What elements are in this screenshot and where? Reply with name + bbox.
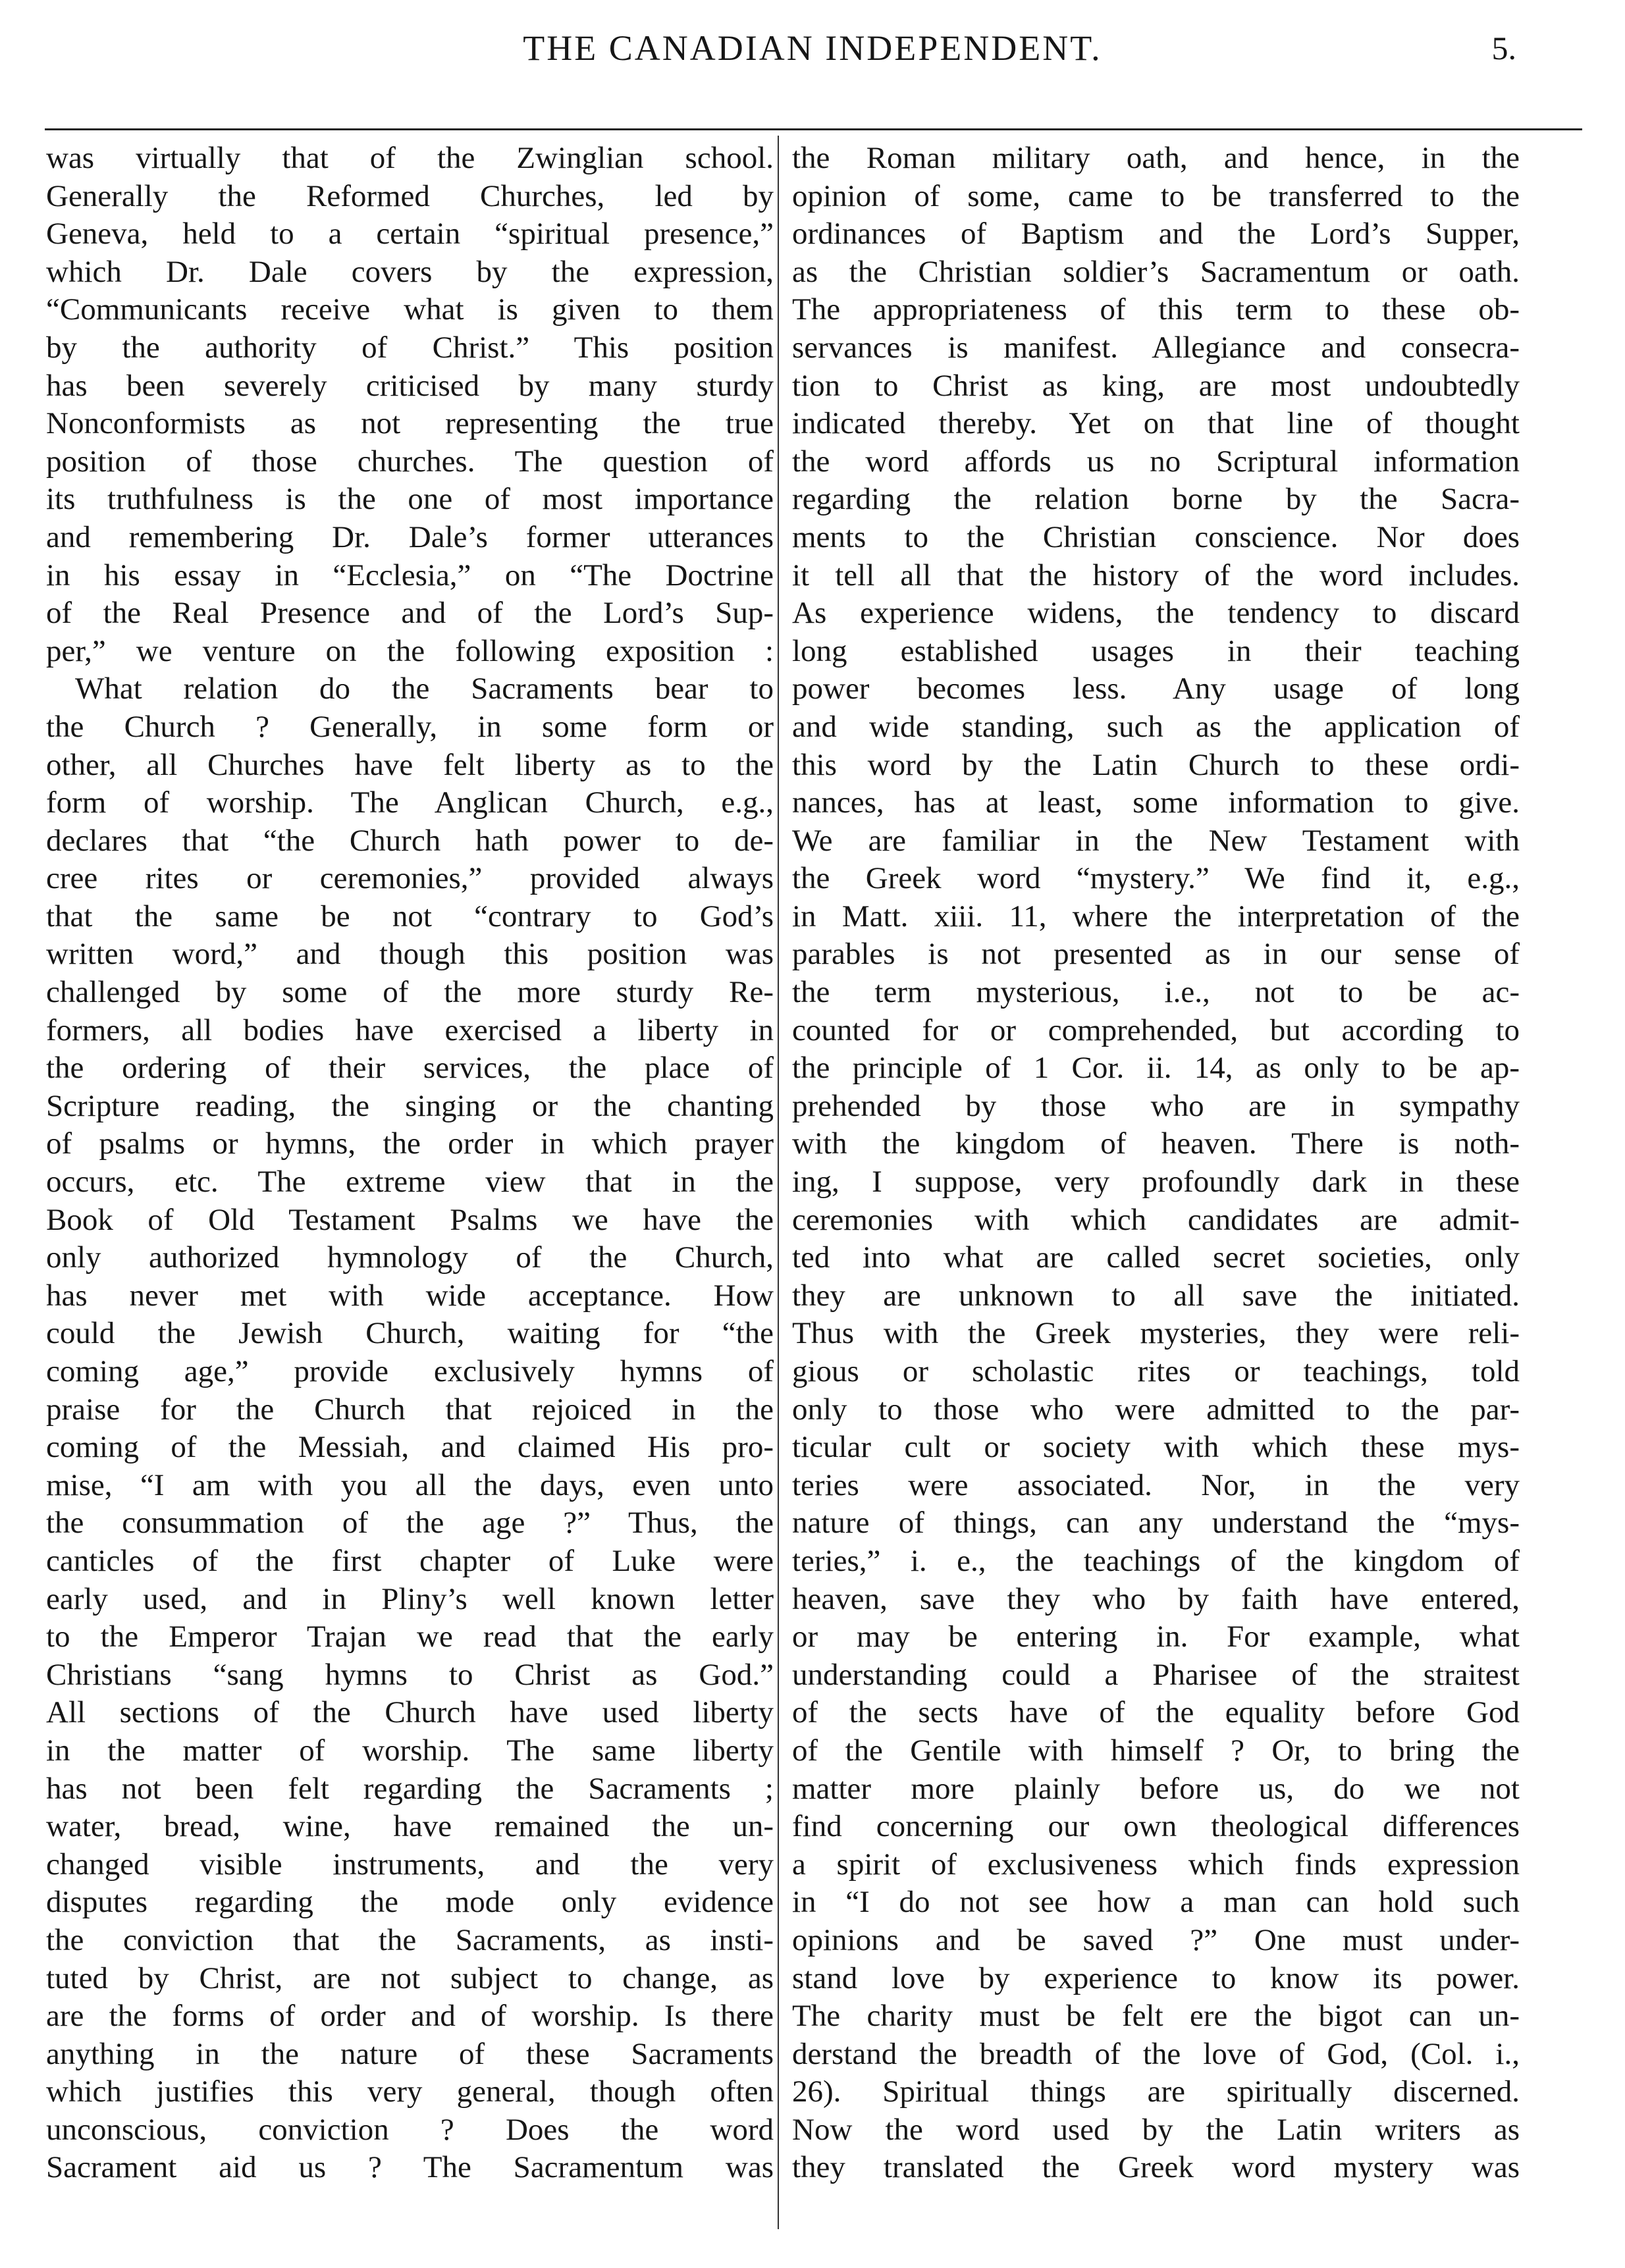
text-line: and remembering Dr. Dale’s former utterances	[46, 519, 774, 554]
text-line: formers, all bodies have exercised a liberty in	[46, 1013, 774, 1047]
text-line: as the Christian soldier’s Sacramentum or oath.	[792, 254, 1520, 289]
text-line: All sections of the Church have used liberty	[46, 1695, 774, 1730]
text-line: Thus with the Greek mysteries, they were reli-	[792, 1316, 1520, 1351]
header-rule	[45, 128, 1582, 130]
text-line: We are familiar in the New Testament with	[792, 823, 1520, 858]
text-line: form of worship. The Anglican Church, e.g.,	[46, 785, 774, 820]
text-line: challenged by some of the more sturdy Re-	[46, 975, 774, 1010]
text-line: they are unknown to all save the initiated.	[792, 1278, 1520, 1313]
text-line: of the sects have of the equality before God	[792, 1695, 1520, 1730]
text-line: 26). Spiritual things are spiritually discerned.	[792, 2074, 1520, 2109]
text-line: regarding the relation borne by the Sacra-	[792, 482, 1520, 517]
text-line: that the same be not “contrary to God’s	[46, 899, 774, 934]
text-line: The appropriateness of this term to these ob-	[792, 292, 1520, 327]
text-line: tuted by Christ, are not subject to change, as	[46, 1961, 774, 1995]
text-line: ceremonies with which candidates are admit-	[792, 1202, 1520, 1237]
text-line: opinions and be saved ?” One must under-	[792, 1922, 1520, 1957]
text-line: unconscious, conviction ? Does the word	[46, 2112, 774, 2147]
text-line: it tell all that the history of the word includes.	[792, 558, 1520, 593]
text-line: was virtually that of the Zwinglian school.	[46, 141, 774, 175]
text-line: only to those who were admitted to the par-	[792, 1392, 1520, 1427]
text-line: mise, “I am with you all the days, even unto	[46, 1467, 774, 1502]
text-line: power becomes less. Any usage of long	[792, 672, 1520, 706]
text-line: Generally the Reformed Churches, led by	[46, 178, 774, 213]
text-line: ments to the Christian conscience. Nor does	[792, 519, 1520, 554]
text-line: praise for the Church that rejoiced in the	[46, 1392, 774, 1427]
left-column	[46, 140, 774, 2187]
text-line: of the Gentile with himself ? Or, to bring the	[792, 1733, 1520, 1768]
text-line: derstand the breadth of the love of God, (Col. i.,	[792, 2036, 1520, 2071]
text-line: coming age,” provide exclusively hymns of	[46, 1354, 774, 1388]
text-line: has never met with wide acceptance. How	[46, 1278, 774, 1313]
text-line: Sacrament aid us ? The Sacramentum was	[46, 2150, 774, 2185]
text-line: changed visible instruments, and the very	[46, 1847, 774, 1882]
text-line: to the Emperor Trajan we read that the early	[46, 1620, 774, 1654]
page-header-title: THE CANADIAN INDEPENDENT.	[523, 28, 1102, 68]
text-line: the term mysterious, i.e., not to be ac-	[792, 975, 1520, 1010]
text-line: of the Real Presence and of the Lord’s Sup-	[46, 596, 774, 631]
text-line: opinion of some, came to be transferred to the	[792, 178, 1520, 213]
text-line: What relation do the Sacraments bear to	[75, 672, 774, 706]
text-line: Now the word used by the Latin writers as	[792, 2112, 1520, 2147]
text-line: which Dr. Dale covers by the expression,	[46, 254, 774, 289]
text-line: ticular cult or society with which these mys-	[792, 1430, 1520, 1465]
text-line: they translated the Greek word mystery was	[792, 2150, 1520, 2185]
text-line: matter more plainly before us, do we not	[792, 1771, 1520, 1806]
text-line: position of those churches. The question of	[46, 444, 774, 479]
text-line: of psalms or hymns, the order in which prayer	[46, 1126, 774, 1161]
text-line: this word by the Latin Church to these ordi-	[792, 747, 1520, 782]
text-line: written word,” and though this position was	[46, 937, 774, 972]
text-line: long established usages in their teaching	[792, 633, 1520, 668]
text-line: find concerning our own theological differences	[792, 1809, 1520, 1844]
text-line: occurs, etc. The extreme view that in the	[46, 1165, 774, 1200]
text-line: or may be entering in. For example, what	[792, 1620, 1520, 1654]
text-line: water, bread, wine, have remained the un-	[46, 1809, 774, 1844]
text-line: and wide standing, such as the application of	[792, 709, 1520, 744]
text-line: in “I do not see how a man can hold such	[792, 1885, 1520, 1920]
text-line: teries,” i. e., the teachings of the kingdom of	[792, 1543, 1520, 1578]
text-line: heaven, save they who by faith have entered,	[792, 1581, 1520, 1616]
text-line: the ordering of their services, the place of	[46, 1051, 774, 1086]
text-line: Geneva, held to a certain “spiritual presence,”	[46, 217, 774, 251]
text-line: per,” we venture on the following exposition :	[46, 633, 774, 668]
text-line: the Greek word “mystery.” We find it, e.g.,	[792, 861, 1520, 896]
text-line: Book of Old Testament Psalms we have the	[46, 1202, 774, 1237]
text-line: has been severely criticised by many sturdy	[46, 368, 774, 403]
text-line: servances is manifest. Allegiance and consecra-	[792, 330, 1520, 365]
text-line: anything in the nature of these Sacraments	[46, 2036, 774, 2071]
text-line: Nonconformists as not representing the true	[46, 406, 774, 441]
text-line: parables is not presented as in our sense of	[792, 937, 1520, 972]
text-line: its truthfulness is the one of most importance	[46, 482, 774, 517]
text-line: As experience widens, the tendency to discard	[792, 596, 1520, 631]
text-line: early used, and in Pliny’s well known letter	[46, 1581, 774, 1616]
text-line: stand love by experience to know its power.	[792, 1961, 1520, 1995]
text-line: prehended by those who are in sympathy	[792, 1088, 1520, 1123]
text-line: disputes regarding the mode only evidence	[46, 1885, 774, 1920]
text-line: are the forms of order and of worship. Is there	[46, 1999, 774, 2034]
text-line: ted into what are called secret societies, only	[792, 1240, 1520, 1275]
text-line: understanding could a Pharisee of the straitest	[792, 1657, 1520, 1692]
text-line: canticles of the first chapter of Luke were	[46, 1543, 774, 1578]
text-line: tion to Christ as king, are most undoubtedly	[792, 368, 1520, 403]
text-line: in Matt. xiii. 11, where the interpretation of the	[792, 899, 1520, 934]
text-line: Scripture reading, the singing or the chanting	[46, 1088, 774, 1123]
right-column	[792, 140, 1520, 2187]
text-line: counted for or comprehended, but according to	[792, 1013, 1520, 1047]
text-line: “Communicants receive what is given to them	[46, 292, 774, 327]
text-line: the word affords us no Scriptural information	[792, 444, 1520, 479]
text-line: in the matter of worship. The same liberty	[46, 1733, 774, 1768]
text-line: coming of the Messiah, and claimed His pro-	[46, 1430, 774, 1465]
text-line: in his essay in “Ecclesia,” on “The Doctrine	[46, 558, 774, 593]
text-line: teries were associated. Nor, in the very	[792, 1467, 1520, 1502]
text-line: has not been felt regarding the Sacraments ;	[46, 1771, 774, 1806]
text-line: the principle of 1 Cor. ii. 14, as only to be ap-	[792, 1051, 1520, 1086]
page-number: 5.	[1491, 30, 1516, 66]
text-line: indicated thereby. Yet on that line of thought	[792, 406, 1520, 441]
text-line: the conviction that the Sacraments, as insti-	[46, 1922, 774, 1957]
text-line: The charity must be felt ere the bigot can un-	[792, 1999, 1520, 2034]
text-line: cree rites or ceremonies,” provided always	[46, 861, 774, 896]
text-line: nature of things, can any understand the “mys-	[792, 1506, 1520, 1541]
text-line: could the Jewish Church, waiting for “the	[46, 1316, 774, 1351]
text-line: other, all Churches have felt liberty as to the	[46, 747, 774, 782]
text-line: ing, I suppose, very profoundly dark in these	[792, 1165, 1520, 1200]
text-line: the consummation of the age ?” Thus, the	[46, 1506, 774, 1541]
text-line: a spirit of exclusiveness which finds expression	[792, 1847, 1520, 1882]
text-line: the Roman military oath, and hence, in the	[792, 141, 1520, 175]
column-divider	[778, 136, 779, 2229]
text-line: ordinances of Baptism and the Lord’s Supper,	[792, 217, 1520, 251]
text-line: declares that “the Church hath power to de-	[46, 823, 774, 858]
text-line: Christians “sang hymns to Christ as God.”	[46, 1657, 774, 1692]
text-line: with the kingdom of heaven. There is noth-	[792, 1126, 1520, 1161]
text-line: by the authority of Christ.” This position	[46, 330, 774, 365]
text-line: gious or scholastic rites or teachings, told	[792, 1354, 1520, 1388]
text-line: the Church ? Generally, in some form or	[46, 709, 774, 744]
text-line: which justifies this very general, though often	[46, 2074, 774, 2109]
text-line: only authorized hymnology of the Church,	[46, 1240, 774, 1275]
text-line: nances, has at least, some information to give.	[792, 785, 1520, 820]
